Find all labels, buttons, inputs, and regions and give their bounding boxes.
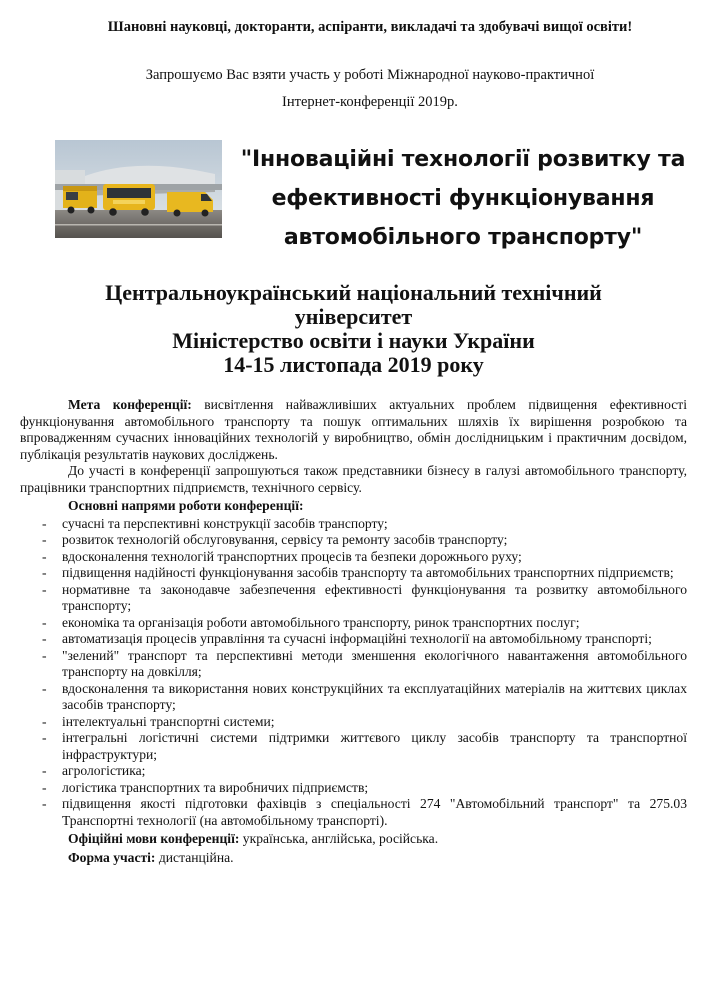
conference-title-line-2: ефективності функціонування xyxy=(271,186,655,211)
list-item: - логістика транспортних та виробничих підприємств; xyxy=(20,780,687,797)
dash-bullet: - xyxy=(42,796,47,811)
organizer-block xyxy=(20,281,687,377)
university-name-line-2: університет xyxy=(294,304,413,329)
dash-bullet: - xyxy=(42,763,47,778)
dash-bullet: - xyxy=(42,548,47,564)
list-item: - автоматизація процесів управління та сучасні інформаційні технології на автомобільному транспорті; xyxy=(20,631,687,648)
list-item: - вдосконалення та використання нових конструкційних та експлуатаційних матеріалів на життєвих циклах засобів транспорту; xyxy=(20,681,687,714)
list-item: - "зелений" транспорт та перспективні методи зменшення екологічного навантаження автомобільного транспорту на довкілля; xyxy=(20,648,687,681)
list-item: - економіка та організація роботи автомобільного транспорту, ринок транспортних послуг; xyxy=(20,615,687,632)
dash-bullet: - xyxy=(42,631,47,646)
dash-bullet: - xyxy=(42,614,47,630)
languages-value: українська, англійська, російська. xyxy=(239,831,439,846)
conference-description xyxy=(20,397,687,866)
format-line xyxy=(20,850,687,867)
languages-line xyxy=(20,831,687,848)
list-item: - підвищення надійності функціонування засобів транспорту та автомобільних транспортних підприємств; xyxy=(20,565,687,582)
goal-label: Мета конференції: xyxy=(68,397,192,412)
ministry-name: Міністерство освіти і науки України xyxy=(172,328,535,353)
conference-title-line-3: автомобільного транспорту" xyxy=(283,225,643,250)
dash-bullet: - xyxy=(42,515,47,531)
transport-photo xyxy=(55,140,222,238)
directions-heading: Основні напрями роботи конференції: xyxy=(68,498,304,513)
invitation-text xyxy=(60,62,680,116)
invitation-line-2: Інтернет-конференції 2019р. xyxy=(282,94,458,110)
goal-paragraph xyxy=(20,397,687,463)
dash-bullet: - xyxy=(42,779,47,795)
languages-label: Офіційні мови конференції: xyxy=(68,831,240,846)
university-name-line-1: Центральноукраїнський національний технічний xyxy=(105,280,602,305)
dash-bullet: - xyxy=(42,565,47,580)
format-label: Форма участі: xyxy=(68,849,156,865)
list-item: - нормативне та законодавче забезпечення ефективності функціонування та розвитку автомобільного транспорту; xyxy=(20,582,687,615)
list-item: - вдосконалення технологій транспортних процесів та безпеки дорожнього руху; xyxy=(20,549,687,566)
format-value: дистанційна. xyxy=(155,849,234,865)
conference-dates: 14-15 листопада 2019 року xyxy=(223,352,484,377)
list-item: - розвиток технологій обслуговування, сервісу та ремонту засобів транспорту; xyxy=(20,532,687,549)
dash-bullet: - xyxy=(42,581,47,597)
dash-bullet: - xyxy=(42,730,47,745)
dash-bullet: - xyxy=(42,713,47,729)
conference-title xyxy=(228,140,698,257)
dash-bullet: - xyxy=(42,647,47,663)
list-item: - інтегральні логістичні системи підтримки життєвого циклу засобів транспорту та транспортної інфраструктури; xyxy=(20,730,687,763)
invitation-line-1: Запрошуємо Вас взяти участь у роботі Міжнародної науково-практичної xyxy=(145,67,595,83)
greeting-heading: Шановні науковці, докторанти, аспіранти, викладачі та здобувачі вищої освіти! xyxy=(107,19,633,35)
list-item: - агрологістика; xyxy=(20,763,687,780)
goal-text: висвітлення найважливіших актуальних проблем підвищення ефективності функціонування автомобільного транспорту та пошук оптимальних шляхів їх вирішення розробкою та впровадженням сучасних інноваційних технологій у виробництво, обмін дослідницьким і практичним досвідом, публікація результатів наукових досліджень. xyxy=(20,397,687,462)
conference-title-line-1: "Інноваційні технології розвитку та xyxy=(240,147,686,172)
participants-paragraph: До участі в конференції запрошуються також представники бізнесу в галузі автомобільного транспорту, працівники транспортних підприємств, технічного сервісу. xyxy=(20,463,687,495)
list-item: - інтелектуальні транспортні системи; xyxy=(20,714,687,731)
dash-bullet: - xyxy=(42,532,47,547)
dash-bullet: - xyxy=(42,680,47,696)
list-item: - підвищення якості підготовки фахівців з спеціальності 274 "Автомобільний транспорт" та 275.03 Транспортні технології (на автомобільному транспорті). xyxy=(20,796,687,829)
directions-list xyxy=(20,516,687,830)
list-item: - сучасні та перспективні конструкції засобів транспорту; xyxy=(20,516,687,533)
